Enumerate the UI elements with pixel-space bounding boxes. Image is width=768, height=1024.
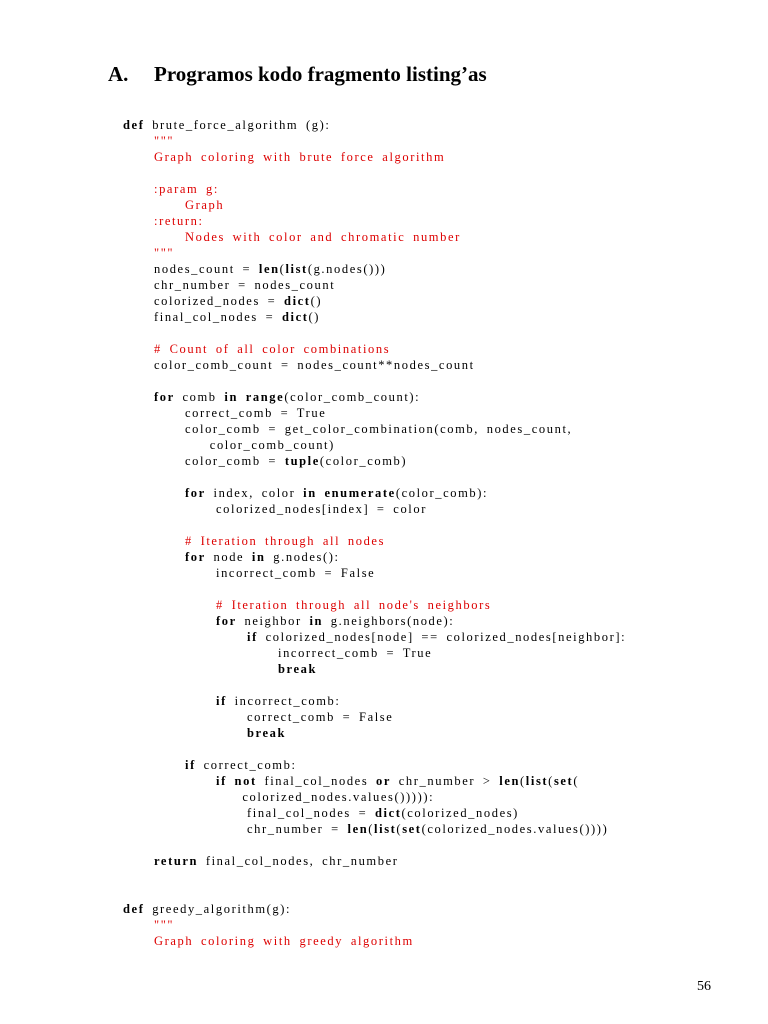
code-text: final_col_nodes [256,774,377,788]
code-text: (color_comb_count): [284,390,421,404]
code-text: () [308,310,321,324]
code-text: (colorized_nodes.values()))) [421,822,609,836]
code-docstring: :param g: [154,182,219,196]
code-text: incorrect_comb = True [278,646,433,660]
page-number: 56 [697,979,711,994]
code-line [123,501,626,517]
code-keyword: set [402,822,422,836]
code-line [123,581,626,597]
code-keyword: list [285,262,308,276]
code-line [123,421,626,437]
code-text: colorized_nodes.values())))): [242,790,435,804]
code-text: colorized_nodes = [154,294,285,308]
code-text: ( [368,822,375,836]
code-line [123,181,626,197]
code-text: index, color [205,486,304,500]
code-docstring: """ [154,246,175,260]
code-keyword: break [278,662,318,676]
code-text: colorized_nodes[index] = color [216,502,427,516]
code-text: correct_comb = True [185,406,327,420]
code-keyword: for [216,614,237,628]
code-text: comb [174,390,225,404]
code-text: g.nodes(): [265,550,340,564]
code-text: (g.nodes())) [307,262,387,276]
code-keyword: for [185,550,206,564]
code-line [123,677,626,693]
code-line [123,725,626,741]
code-line [123,885,626,901]
code-text: (color_comb) [319,454,408,468]
code-line [123,549,626,565]
code-text: ( [573,774,580,788]
code-text [238,390,246,404]
code-line [123,437,626,453]
code-line [123,293,626,309]
code-text: chr_number = nodes_count [154,278,336,292]
code-text: correct_comb = False [247,710,394,724]
code-text: color_comb_count = nodes_count**nodes_count [154,358,475,372]
code-line [123,661,626,677]
code-line [123,805,626,821]
code-keyword: len [499,774,521,788]
code-keyword: break [247,726,287,740]
code-listing [123,117,626,949]
code-text: color_comb_count) [209,438,335,452]
code-keyword: enumerate [324,486,396,500]
code-line [123,901,626,917]
code-keyword: in [224,390,239,404]
code-docstring: """ [154,918,175,932]
code-docstring: Graph [185,198,225,212]
code-keyword: dict [284,294,311,308]
code-keyword: in [309,614,324,628]
code-text: node [205,550,252,564]
code-text: ( [279,262,286,276]
code-text: greedy_algorithm(g): [144,902,292,916]
code-comment: # Iteration through all nodes [185,534,386,548]
code-line [123,853,626,869]
code-text: colorized_nodes[node] == colorized_nodes[neighbor]: [257,630,627,644]
code-line [123,645,626,661]
code-line [123,517,626,533]
code-line [123,341,626,357]
code-text: () [310,294,323,308]
code-line [123,533,626,549]
section-heading [108,62,487,87]
code-line [123,277,626,293]
code-line [123,789,626,805]
code-line [123,453,626,469]
code-keyword: or [376,774,392,788]
code-line [123,133,626,149]
code-line [123,773,626,789]
code-keyword: dict [374,806,402,820]
code-line [123,261,626,277]
code-line [123,469,626,485]
code-line [123,821,626,837]
code-line [123,917,626,933]
code-docstring: """ [154,134,175,148]
code-text: ( [520,774,526,788]
code-text: (color_comb): [395,486,489,500]
code-keyword: dict [281,310,309,324]
code-line [123,165,626,181]
code-text: incorrect_comb = False [216,566,376,580]
code-line [123,613,626,629]
code-line [123,213,626,229]
code-keyword: def [123,902,145,916]
code-line [123,485,626,501]
code-keyword: len [258,262,280,276]
code-keyword: list [374,822,397,836]
code-docstring: Nodes with color and chromatic number [185,230,461,244]
code-text: brute_force_algorithm (g): [144,118,331,132]
code-keyword: if [216,694,227,708]
code-line [123,741,626,757]
code-keyword: if not [216,774,257,788]
code-line [123,709,626,725]
code-keyword: len [347,822,369,836]
code-line [123,149,626,165]
code-comment: # Count of all color combinations [154,342,391,356]
code-text: correct_comb: [195,758,297,772]
code-text: color_comb = get_color_combination(comb, nodes_count, [185,422,573,436]
code-line [123,869,626,885]
code-line [123,933,626,949]
code-keyword: set [553,774,574,788]
code-keyword: for [185,486,206,500]
code-line [123,373,626,389]
code-line [123,389,626,405]
code-text: ( [396,822,403,836]
section-title: Programos kodo fragmento listing’as [154,62,487,86]
code-keyword: range [245,390,285,404]
code-line [123,117,626,133]
code-line [123,357,626,373]
code-keyword: list [525,774,549,788]
code-line [123,229,626,245]
code-keyword: tuple [284,454,320,468]
code-keyword: if [185,758,196,772]
code-keyword: for [154,390,175,404]
code-line [123,629,626,645]
code-line [123,565,626,581]
code-line [123,197,626,213]
code-keyword: def [123,118,145,132]
code-docstring: :return: [154,214,204,228]
code-comment: # Iteration through all node's neighbors [216,598,492,612]
code-text: final_col_nodes = [247,806,375,820]
code-line [123,245,626,261]
code-line [123,837,626,853]
code-text: chr_number = [247,822,348,836]
code-line [123,757,626,773]
code-docstring: Graph coloring with brute force algorithm [154,150,446,164]
code-text: g.neighbors(node): [323,614,455,628]
code-line [123,597,626,613]
code-line [123,309,626,325]
code-keyword: return [154,854,199,868]
code-line [123,693,626,709]
code-keyword: if [247,630,258,644]
code-text: chr_number > [391,774,500,788]
code-text: nodes_count = [154,262,259,276]
code-text: (colorized_nodes) [401,806,519,820]
code-text: neighbor [236,614,310,628]
code-text: color_comb = [185,454,285,468]
section-number: A. [108,62,129,86]
code-text: ( [548,774,554,788]
code-keyword: in [251,550,266,564]
code-text: final_col_nodes = [154,310,282,324]
code-docstring: Graph coloring with greedy algorithm [154,934,414,948]
code-text: incorrect_comb: [226,694,341,708]
code-line [123,405,626,421]
code-text: final_col_nodes, chr_number [198,854,399,868]
code-keyword: in [303,486,317,500]
code-line [123,325,626,341]
